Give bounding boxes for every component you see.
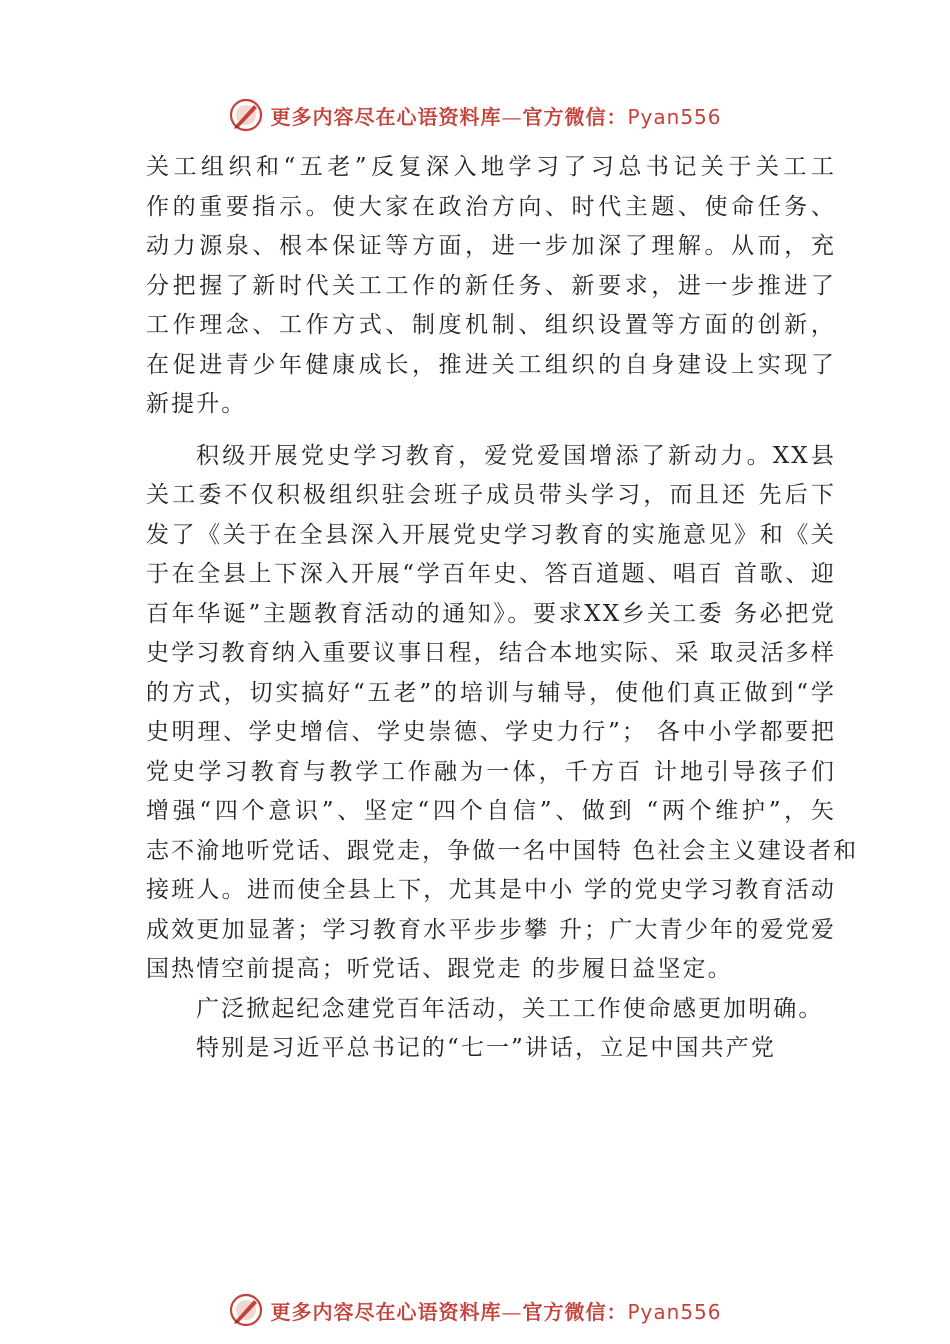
text-line: 新提升。 [146,391,247,417]
text-line: 的方式，切实搞好“五老”的培训与辅导，使他们真正做到“学 [146,679,836,706]
text-line: 作的重要指示。使大家在政治方向、时代主题、使命任务、 [146,193,836,220]
watermark-site: 更多内容尽在心语资料库 [270,1299,502,1324]
watermark-wechat-id: Pyan556 [627,1299,722,1324]
pen-logo-icon [228,1292,264,1328]
watermark-wechat-label: 官方微信： [522,1299,628,1324]
paragraph-2 [146,437,859,990]
header-watermark [0,95,950,135]
watermark-dash: — [501,1299,523,1324]
document-body [146,148,859,1069]
paragraph-3 [146,990,836,1069]
text-line: 接班人。进而使全县上下，尤其是中小 学的党史学习教育活动 [146,877,836,903]
text-line: 百年华诞”主题教育活动的通知》。要求XX乡关工委 务必把党 [146,600,836,627]
text-line: 成效更加显著；学习教育水平步步攀 升；广大青少年的爱党爱 [146,916,836,943]
text-line: 志不渝地听党话、跟党走，争做一名中国特 色社会主义建设者和 [146,837,859,864]
text-line: 党史学习教育与教学工作融为一体，千方百 计地引导孩子们 [146,758,836,785]
text-line: 关工委不仅积极组织驻会班子成员带头学习，而且还 先后下 [146,482,836,508]
text-line: 于在全县上下深入开展“学百年史、答百道题、唱百 首歌、迎 [146,561,836,587]
watermark-text [270,1296,721,1325]
text-line: 分把握了新时代关工工作的新任务、新要求，进一步推进了 [146,272,836,299]
footer-watermark [0,1290,950,1330]
text-line: 积级开展党史学习教育，爱党爱国增添了新动力。XX县 [196,442,836,469]
text-line: 动力源泉、根本保证等方面，进一步加深了理解。从而，充 [146,233,836,259]
text-line: 发了《关于在全县深入开展党史学习教育的实施意见》和《关 [146,521,836,548]
watermark-wechat-label: 官方微信： [522,104,628,129]
text-line: 国热情空前提高；听党话、跟党走 的步履日益坚定。 [146,956,733,982]
paragraph-1 [146,148,836,425]
watermark-text [270,101,721,130]
text-line: 特别是习近平总书记的“七一”讲话，立足中国共产党 [196,1035,776,1061]
text-line: 史明理、学史增信、学史崇德、学史力行”； 各中小学都要把 [146,719,836,745]
text-line: 关工组织和“五老”反复深入地学习了习总书记关于关工工 [146,154,836,180]
text-line: 工作理念、工作方式、制度机制、组织设置等方面的创新， [146,312,836,338]
watermark-wechat-id: Pyan556 [627,104,722,129]
text-line: 史学习教育纳入重要议事日程，结合本地实际、采 取灵活多样 [146,640,836,666]
watermark-site: 更多内容尽在心语资料库 [270,104,502,129]
text-line: 增强“四个意识”、坚定“四个自信”、做到 “两个维护”，矢 [146,798,836,824]
pen-logo-icon [228,97,264,133]
text-line: 广泛掀起纪念建党百年活动，关工工作使命感更加明确。 [196,995,824,1022]
text-line: 在促进青少年健康成长，推进关工组织的自身建设上实现了 [146,351,836,378]
watermark-dash: — [501,104,523,129]
